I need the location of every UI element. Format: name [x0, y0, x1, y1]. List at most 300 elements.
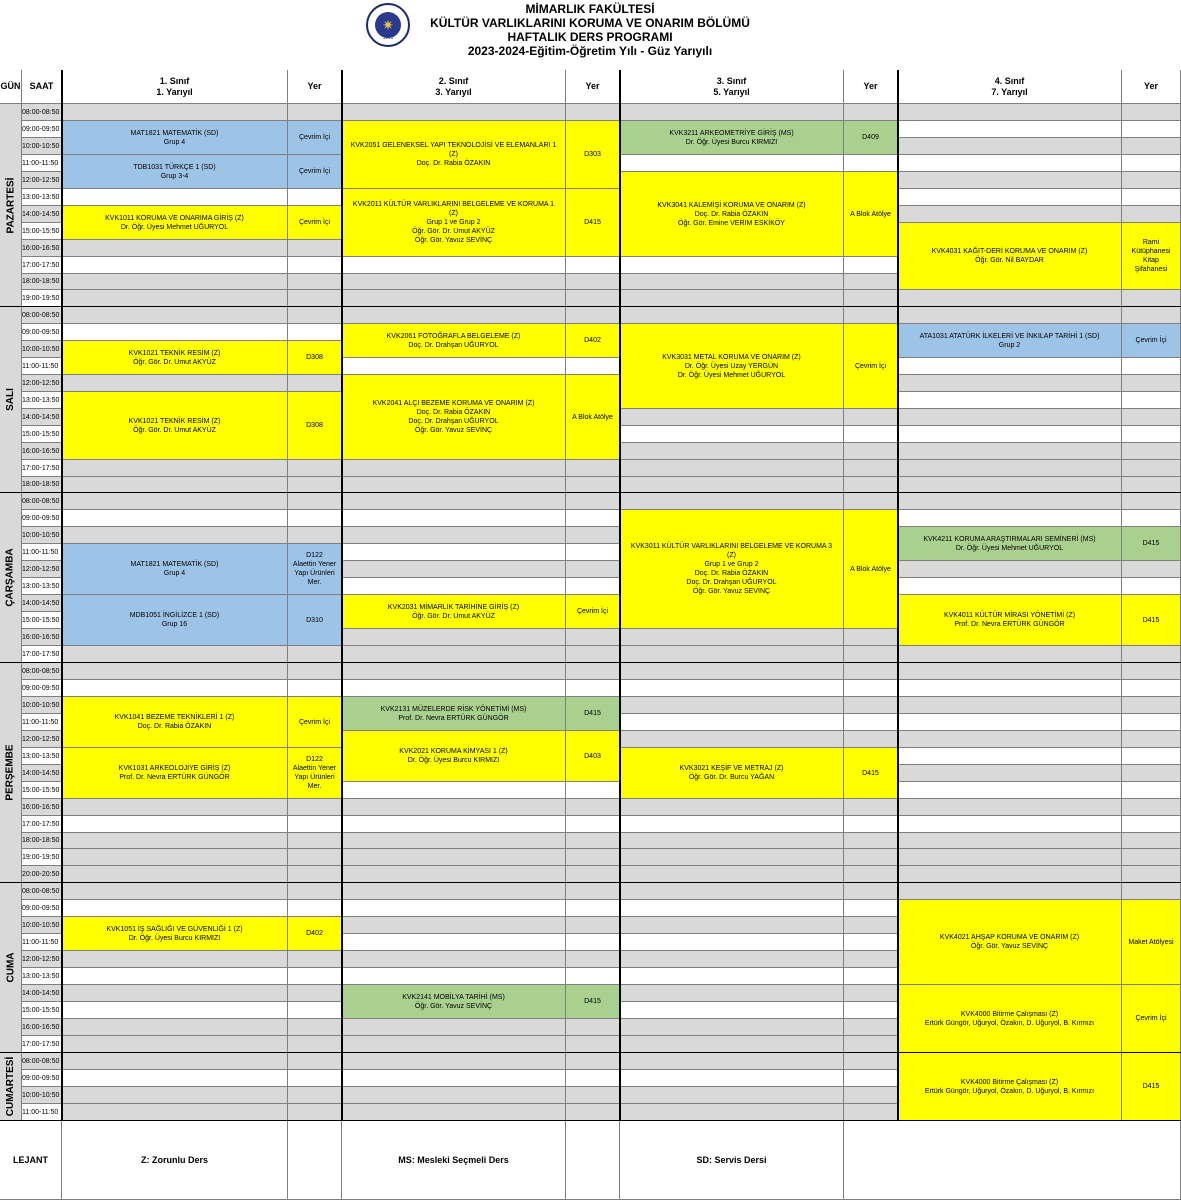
course-cell: MDB1051 İNGİLİZCE 1 (SD) Grup 16	[62, 595, 288, 646]
empty-cell	[620, 1002, 844, 1019]
course-cell: KVK4011 KÜLTÜR MİRASI YÖNETİMİ (Z) Prof. Dr. Nevra ERTÜRK GÜNGÖR	[898, 595, 1122, 646]
empty-cell	[566, 866, 620, 883]
empty-cell	[62, 189, 288, 206]
empty-cell	[844, 900, 898, 917]
empty-cell	[288, 1036, 342, 1053]
time-slot: 08:00-08:50	[22, 883, 62, 900]
course-cell: KVK4021 AHŞAP KORUMA VE ONARIM (Z) Öğr. Gör. Yavuz SEVİNÇ	[898, 900, 1122, 985]
empty-cell	[566, 290, 620, 307]
empty-cell	[566, 510, 620, 527]
class-divider	[341, 70, 343, 1121]
empty-cell	[898, 714, 1122, 731]
class-divider	[619, 70, 621, 1121]
course-place: D415	[566, 985, 620, 1019]
empty-cell	[62, 1036, 288, 1053]
time-slot: 09:00-09:50	[22, 510, 62, 527]
empty-cell	[898, 477, 1122, 493]
empty-cell	[844, 290, 898, 307]
empty-cell	[342, 951, 566, 968]
time-slot: 12:00-12:50	[22, 561, 62, 578]
empty-cell	[620, 493, 844, 510]
empty-cell	[1122, 510, 1181, 527]
empty-cell	[566, 358, 620, 375]
empty-cell	[288, 240, 342, 257]
program-title: HAFTALIK DERS PROGRAMI	[507, 30, 673, 44]
empty-cell	[1122, 189, 1181, 206]
empty-cell	[620, 1019, 844, 1036]
empty-cell	[1122, 680, 1181, 697]
time-slot: 13:00-13:50	[22, 392, 62, 409]
empty-cell	[342, 917, 566, 934]
empty-cell	[288, 460, 342, 477]
legend-label: LEJANT	[0, 1121, 62, 1200]
empty-cell	[844, 833, 898, 849]
empty-cell	[844, 1070, 898, 1087]
empty-cell	[844, 443, 898, 460]
course-place: A Blok Atölye	[844, 510, 898, 629]
class-divider	[61, 70, 63, 1121]
course-cell: TDB1031 TÜRKÇE 1 (SD) Grup 3-4	[62, 155, 288, 189]
time-slot: 12:00-12:50	[22, 951, 62, 968]
course-cell: KVK4211 KORUMA ARAŞTIRMALARI SEMİNERİ (MS) Dr. Öğr. Üyesi Mehmet UĞURYOL	[898, 527, 1122, 561]
empty-cell	[844, 816, 898, 833]
course-cell: KVK3021 KEŞİF VE METRAJ (Z) Öğr. Gör. Dr. Burcu YAĞAN	[620, 748, 844, 799]
empty-cell	[844, 697, 898, 714]
empty-cell	[1122, 155, 1181, 172]
empty-cell	[620, 900, 844, 917]
empty-cell	[898, 392, 1122, 409]
empty-cell	[342, 900, 566, 917]
empty-cell	[620, 307, 844, 324]
legend-servis: SD: Servis Dersi	[620, 1121, 844, 1200]
empty-cell	[1122, 782, 1181, 799]
course-cell: KVK2061 FOTOĞRAFLA BELGELEME (Z) Doç. Dr. Drahşan UĞURYOL	[342, 324, 566, 358]
empty-cell	[898, 460, 1122, 477]
empty-cell	[844, 680, 898, 697]
empty-cell	[288, 985, 342, 1002]
course-place: D415	[1122, 1053, 1181, 1121]
course-cell: KVK2051 GELENEKSEL YAPI TEKNOLOJİSİ VE ELEMANLARI 1 (Z) Doç. Dr. Rabia ÖZAKIN	[342, 121, 566, 189]
empty-cell	[566, 1053, 620, 1070]
time-slot: 12:00-12:50	[22, 731, 62, 748]
empty-cell	[62, 951, 288, 968]
course-place: D415	[566, 697, 620, 731]
course-place: A Blok Atölye	[844, 172, 898, 257]
empty-cell	[620, 917, 844, 934]
empty-cell	[62, 849, 288, 866]
empty-cell	[288, 290, 342, 307]
empty-cell	[342, 629, 566, 646]
course-cell: KVK3011 KÜLTÜR VARLIKLARINI BELGELEME VE KORUMA 3 (Z) Grup 1 ve Grup 2 Doç. Dr. Rabia ÖZAKIN Doç. Dr. Drahşan UĞURYOL Öğr. Gör. Yavuz SEVİNÇ	[620, 510, 844, 629]
empty-cell	[898, 883, 1122, 900]
legend-spacer	[288, 1121, 342, 1200]
empty-cell	[620, 1036, 844, 1053]
empty-cell	[62, 460, 288, 477]
time-slot: 12:00-12:50	[22, 172, 62, 189]
empty-cell	[844, 883, 898, 900]
empty-cell	[62, 1053, 288, 1070]
empty-cell	[288, 680, 342, 697]
time-slot: 16:00-16:50	[22, 799, 62, 816]
empty-cell	[1122, 866, 1181, 883]
empty-cell	[844, 968, 898, 985]
empty-cell	[342, 527, 566, 544]
empty-cell	[844, 1087, 898, 1104]
time-slot: 11:00-11:50	[22, 1104, 62, 1121]
empty-cell	[620, 866, 844, 883]
course-place: D415	[844, 748, 898, 799]
empty-cell	[62, 1019, 288, 1036]
empty-cell	[342, 1087, 566, 1104]
course-cell: KVK2021 KORUMA KİMYASI 1 (Z) Dr. Öğr. Üyesi Burcu KIRMIZI	[342, 731, 566, 782]
empty-cell	[342, 934, 566, 951]
empty-cell	[620, 1104, 844, 1121]
day-name: PAZARTESİ	[5, 177, 16, 233]
course-place: D402	[566, 324, 620, 358]
course-place: Rami Kütüphanesi Kitap Şifahanesi	[1122, 223, 1181, 290]
empty-cell	[566, 307, 620, 324]
time-slot: 08:00-08:50	[22, 307, 62, 324]
empty-cell	[288, 833, 342, 849]
empty-cell	[62, 257, 288, 274]
empty-cell	[898, 121, 1122, 138]
empty-cell	[566, 663, 620, 680]
empty-cell	[620, 883, 844, 900]
empty-cell	[566, 578, 620, 595]
empty-cell	[844, 257, 898, 274]
course-place: D303	[566, 121, 620, 189]
empty-cell	[342, 1036, 566, 1053]
empty-cell	[898, 409, 1122, 426]
time-slot: 10:00-10:50	[22, 138, 62, 155]
empty-cell	[898, 172, 1122, 189]
empty-cell	[898, 426, 1122, 443]
empty-cell	[62, 968, 288, 985]
course-place: Çevrim İçi	[288, 155, 342, 189]
empty-cell	[898, 443, 1122, 460]
course-place: D415	[566, 189, 620, 257]
empty-cell	[898, 731, 1122, 748]
empty-cell	[898, 578, 1122, 595]
empty-cell	[844, 307, 898, 324]
time-slot: 17:00-17:50	[22, 460, 62, 477]
empty-cell	[844, 409, 898, 426]
empty-cell	[62, 646, 288, 663]
time-slot: 14:00-14:50	[22, 206, 62, 223]
course-cell: KVK1021 TEKNİK RESİM (Z) Öğr. Gör. Dr. Umut AKYÜZ	[62, 392, 288, 460]
empty-cell	[342, 833, 566, 849]
time-slot: 11:00-11:50	[22, 358, 62, 375]
day-label	[0, 663, 22, 883]
course-place: Çevrim İçi	[566, 595, 620, 629]
empty-cell	[566, 104, 620, 121]
empty-cell	[844, 104, 898, 121]
empty-cell	[342, 799, 566, 816]
empty-cell	[566, 934, 620, 951]
course-cell: ATA1031 ATATÜRK İLKELERİ VE İNKILAP TARİHİ 1 (SD) Grup 2	[898, 324, 1122, 358]
empty-cell	[898, 206, 1122, 223]
empty-cell	[620, 731, 844, 748]
empty-cell	[342, 493, 566, 510]
course-cell: KVK1041 BEZEME TEKNİKLERİ 1 (Z) Doç. Dr. Rabia ÖZAKIN	[62, 697, 288, 748]
empty-cell	[1122, 477, 1181, 493]
empty-cell	[620, 460, 844, 477]
empty-cell	[566, 460, 620, 477]
course-place: Çevrim İçi	[1122, 985, 1181, 1053]
time-slot: 19:00-19:50	[22, 849, 62, 866]
empty-cell	[62, 240, 288, 257]
empty-cell	[62, 1104, 288, 1121]
time-slot: 15:00-15:50	[22, 612, 62, 629]
empty-cell	[898, 493, 1122, 510]
time-slot: 16:00-16:50	[22, 1019, 62, 1036]
header-class-3: 3. Sınıf 5. Yarıyıl	[620, 70, 844, 104]
empty-cell	[898, 765, 1122, 782]
empty-cell	[1122, 358, 1181, 375]
empty-cell	[1122, 697, 1181, 714]
time-slot: 11:00-11:50	[22, 155, 62, 172]
time-slot: 17:00-17:50	[22, 257, 62, 274]
empty-cell	[288, 951, 342, 968]
course-place: Çevrim İçi	[288, 206, 342, 240]
term-title: 2023-2024-Eğitim-Öğretim Yılı - Güz Yarıyılı	[467, 44, 713, 58]
empty-cell	[844, 849, 898, 866]
empty-cell	[342, 816, 566, 833]
course-cell: KVK3211 ARKEOMETRİYE GİRİŞ (MS) Dr. Öğr. Üyesi Burcu KIRMIZI	[620, 121, 844, 155]
empty-cell	[844, 646, 898, 663]
empty-cell	[62, 527, 288, 544]
course-place: Çevrim İçi	[288, 697, 342, 748]
empty-cell	[288, 883, 342, 900]
empty-cell	[342, 1070, 566, 1087]
day-name: PERŞEMBE	[5, 744, 16, 801]
empty-cell	[1122, 578, 1181, 595]
empty-cell	[342, 104, 566, 121]
empty-cell	[1122, 409, 1181, 426]
empty-cell	[566, 1019, 620, 1036]
course-cell: KVK1011 KORUMA VE ONARIMA GİRİŞ (Z) Dr. Öğr. Üyesi Mehmet UĞURYOL	[62, 206, 288, 240]
time-slot: 19:00-19:50	[22, 290, 62, 307]
empty-cell	[342, 561, 566, 578]
empty-cell	[342, 274, 566, 290]
empty-cell	[620, 985, 844, 1002]
course-cell: MAT1821 MATEMATİK (SD) Grup 4	[62, 544, 288, 595]
course-place: D403	[566, 731, 620, 782]
empty-cell	[1122, 138, 1181, 155]
empty-cell	[898, 849, 1122, 866]
course-place: D310	[288, 595, 342, 646]
course-place: D415	[1122, 527, 1181, 561]
empty-cell	[342, 257, 566, 274]
empty-cell	[844, 629, 898, 646]
time-slot: 14:00-14:50	[22, 409, 62, 426]
legend-spacer	[566, 1121, 620, 1200]
empty-cell	[62, 493, 288, 510]
empty-cell	[342, 782, 566, 799]
header-class-1: 1. Sınıf 1. Yarıyıl	[62, 70, 288, 104]
empty-cell	[62, 274, 288, 290]
time-slot: 15:00-15:50	[22, 223, 62, 240]
empty-cell	[288, 274, 342, 290]
empty-cell	[898, 561, 1122, 578]
empty-cell	[288, 849, 342, 866]
empty-cell	[342, 968, 566, 985]
empty-cell	[844, 274, 898, 290]
empty-cell	[342, 866, 566, 883]
course-cell: KVK3031 METAL KORUMA VE ONARIM (Z) Dr. Öğr. Üyesi Uzay YERGÜN Dr. Öğr. Üyesi Mehmet UĞURYOL	[620, 324, 844, 409]
day-label	[0, 1053, 22, 1121]
empty-cell	[62, 799, 288, 816]
empty-cell	[898, 680, 1122, 697]
empty-cell	[898, 375, 1122, 392]
empty-cell	[288, 324, 342, 341]
class-divider	[897, 70, 899, 1121]
header-place-4: Yer	[1122, 70, 1181, 104]
empty-cell	[62, 866, 288, 883]
empty-cell	[566, 782, 620, 799]
empty-cell	[62, 510, 288, 527]
time-slot: 17:00-17:50	[22, 646, 62, 663]
empty-cell	[620, 816, 844, 833]
course-place: Maket Atölyesi	[1122, 900, 1181, 985]
empty-cell	[288, 257, 342, 274]
header-day: GÜN	[0, 70, 22, 104]
legend-spacer	[844, 1121, 1181, 1200]
time-slot: 18:00-18:50	[22, 274, 62, 290]
empty-cell	[342, 578, 566, 595]
course-place: D308	[288, 392, 342, 460]
university-logo	[366, 3, 410, 47]
empty-cell	[620, 951, 844, 968]
empty-cell	[342, 307, 566, 324]
empty-cell	[566, 900, 620, 917]
empty-cell	[898, 833, 1122, 849]
empty-cell	[288, 866, 342, 883]
empty-cell	[1122, 646, 1181, 663]
course-cell: KVK1051 İŞ SAĞLIĞI VE GÜVENLİĞİ 1 (Z) Dr. Öğr. Üyesi Burcu KIRMIZI	[62, 917, 288, 951]
empty-cell	[1122, 307, 1181, 324]
empty-cell	[288, 816, 342, 833]
empty-cell	[288, 1087, 342, 1104]
empty-cell	[620, 443, 844, 460]
day-label	[0, 104, 22, 307]
time-slot: 15:00-15:50	[22, 782, 62, 799]
empty-cell	[898, 748, 1122, 765]
logo-year: 1911	[382, 35, 394, 41]
course-place: D402	[288, 917, 342, 951]
empty-cell	[566, 257, 620, 274]
legend-secmeli: MS: Mesleki Seçmeli Ders	[342, 1121, 566, 1200]
empty-cell	[288, 646, 342, 663]
empty-cell	[620, 799, 844, 816]
empty-cell	[898, 290, 1122, 307]
empty-cell	[1122, 206, 1181, 223]
time-slot: 14:00-14:50	[22, 765, 62, 782]
course-place: D415	[1122, 595, 1181, 646]
empty-cell	[1122, 426, 1181, 443]
empty-cell	[1122, 290, 1181, 307]
time-slot: 17:00-17:50	[22, 1036, 62, 1053]
empty-cell	[898, 307, 1122, 324]
time-slot: 08:00-08:50	[22, 104, 62, 121]
empty-cell	[288, 104, 342, 121]
course-cell: KVK1031 ARKEOLOJİYE GİRİŞ (Z) Prof. Dr. Nevra ERTÜRK GÜNGÖR	[62, 748, 288, 799]
course-place: D308	[288, 341, 342, 375]
time-slot: 14:00-14:50	[22, 985, 62, 1002]
empty-cell	[62, 1070, 288, 1087]
time-slot: 20:00-20:50	[22, 866, 62, 883]
empty-cell	[844, 460, 898, 477]
empty-cell	[342, 1104, 566, 1121]
empty-cell	[566, 646, 620, 663]
empty-cell	[898, 866, 1122, 883]
empty-cell	[620, 714, 844, 731]
empty-cell	[1122, 172, 1181, 189]
time-slot: 14:00-14:50	[22, 595, 62, 612]
empty-cell	[62, 816, 288, 833]
empty-cell	[62, 1002, 288, 1019]
time-slot: 09:00-09:50	[22, 121, 62, 138]
empty-cell	[620, 629, 844, 646]
empty-cell	[288, 1002, 342, 1019]
empty-cell	[844, 155, 898, 172]
empty-cell	[342, 460, 566, 477]
empty-cell	[620, 290, 844, 307]
empty-cell	[620, 1087, 844, 1104]
empty-cell	[844, 934, 898, 951]
empty-cell	[566, 1070, 620, 1087]
empty-cell	[342, 1053, 566, 1070]
empty-cell	[844, 985, 898, 1002]
course-cell: KVK3041 KALEMİŞİ KORUMA VE ONARIM (Z) Doç. Dr. Rabia ÖZAKIN Öğr. Gör. Emine VERIM ESKİKÖY	[620, 172, 844, 257]
empty-cell	[566, 951, 620, 968]
empty-cell	[620, 409, 844, 426]
empty-cell	[62, 477, 288, 493]
empty-cell	[62, 663, 288, 680]
empty-cell	[566, 544, 620, 561]
empty-cell	[566, 680, 620, 697]
day-label	[0, 883, 22, 1053]
empty-cell	[844, 866, 898, 883]
empty-cell	[288, 663, 342, 680]
empty-cell	[898, 189, 1122, 206]
time-slot: 11:00-11:50	[22, 934, 62, 951]
empty-cell	[1122, 833, 1181, 849]
empty-cell	[342, 646, 566, 663]
empty-cell	[62, 307, 288, 324]
course-place: D122 Alaettin Yener Yapı Ürünleri Mer.	[288, 748, 342, 799]
empty-cell	[288, 968, 342, 985]
empty-cell	[566, 1104, 620, 1121]
course-place: A Blok Atölye	[566, 375, 620, 460]
empty-cell	[844, 477, 898, 493]
empty-cell	[342, 883, 566, 900]
empty-cell	[566, 1087, 620, 1104]
empty-cell	[342, 663, 566, 680]
time-slot: 09:00-09:50	[22, 1070, 62, 1087]
empty-cell	[288, 900, 342, 917]
empty-cell	[342, 1019, 566, 1036]
empty-cell	[898, 358, 1122, 375]
empty-cell	[1122, 883, 1181, 900]
time-slot: 15:00-15:50	[22, 1002, 62, 1019]
course-cell: KVK2041 ALÇI BEZEME KORUMA VE ONARIM (Z) Doç. Dr. Rabia ÖZAKIN Doç. Dr. Drahşan UĞURYOL Öğr. Gör. Yavuz SEVİNÇ	[342, 375, 566, 460]
empty-cell	[288, 527, 342, 544]
empty-cell	[1122, 561, 1181, 578]
empty-cell	[62, 833, 288, 849]
empty-cell	[1122, 816, 1181, 833]
empty-cell	[288, 799, 342, 816]
